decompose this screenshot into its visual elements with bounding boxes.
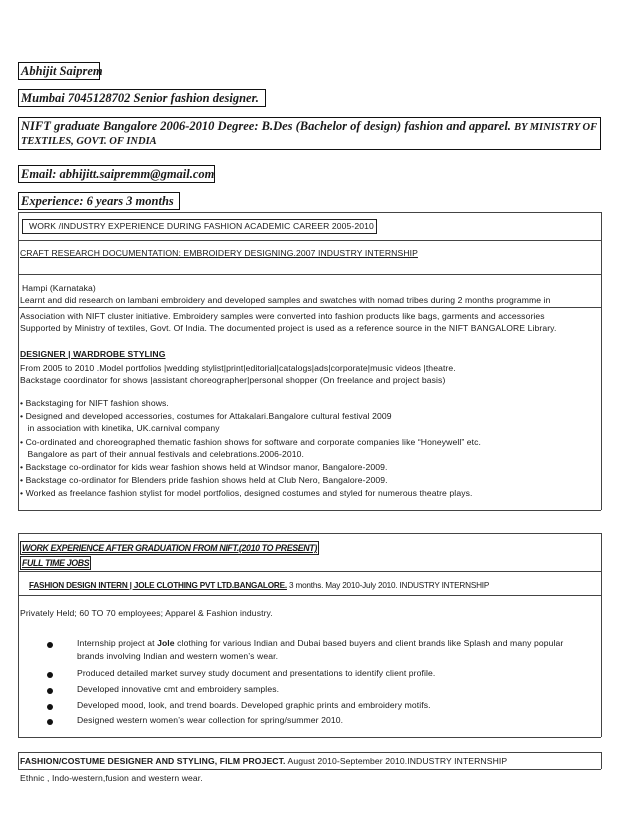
post-grad-title: WORK EXPERIENCE AFTER GRADUATION FROM NIFT.(2010 TO PRESENT) <box>22 543 317 553</box>
education-tail: BY MINISTRY OF <box>514 122 598 133</box>
location-box <box>18 89 266 107</box>
place-text: Hampi (Karnataka) <box>22 283 96 293</box>
box-right-border <box>601 212 602 510</box>
jole-bullet-1-pre: Internship project at <box>77 638 158 648</box>
craft-para-1: Learnt and did research on lambani embroidery and developed samples and swatches with nomad tribes during 2 months programme in <box>20 295 551 305</box>
location-line: Mumbai 7045128702 Senior fashion designer. <box>21 91 259 105</box>
designer-bullet: • Backstage co-ordinator for kids wear fashion shows held at Windsor manor, Bangalore-2009. <box>20 462 388 472</box>
bullet-dot <box>47 688 53 694</box>
jole-job-title: FASHION DESIGN INTERN | JOLE CLOTHING PVT LTD.BANGALORE. <box>29 581 287 590</box>
divider <box>18 240 601 241</box>
email-box <box>18 165 215 183</box>
divider <box>18 595 601 596</box>
film-project-detail: Ethnic , Indo-western,fusion and western wear. <box>20 773 203 783</box>
craft-para-3: Supported by Ministry of textiles, Govt. Of India. The documented project is used as a reference source in the NIFT BANGALORE Library. <box>20 323 557 333</box>
bullet-dot <box>47 672 53 678</box>
craft-heading: CRAFT RESEARCH DOCUMENTATION: EMBROIDERY DESIGNING.2007 INDUSTRY INTERNSHIP <box>20 248 418 258</box>
experience-box <box>18 192 180 210</box>
jole-bullet-1 <box>77 638 563 648</box>
divider <box>18 307 601 308</box>
divider <box>18 752 601 753</box>
film-project-line <box>20 756 507 766</box>
jole-bullet-1-cont: brands involving Indian and western women’s wear. <box>77 651 279 661</box>
craft-para-2: Association with NIFT cluster initiative. Embroidery samples were converted into fashion products like bags, garments and accessories <box>20 311 545 321</box>
jole-bullet-4: Developed mood, look, and trend boards. Developed graphic prints and embroidery motifs. <box>77 700 431 710</box>
designer-bullet: • Backstage co-ordinator for Blenders pride fashion shows held at Club Nero, Bangalore-2009. <box>20 475 388 485</box>
divider <box>18 737 601 738</box>
education-main: NIFT graduate Bangalore 2006-2010 Degree: B.Des (Bachelor of design) fashion and apparel. <box>21 119 511 133</box>
box-left-border <box>18 533 19 737</box>
divider <box>18 510 601 511</box>
divider <box>18 212 601 213</box>
designer-bullet: • Designed and developed accessories, costumes for Attakalari.Bangalore cultural festival 2009 <box>20 411 392 421</box>
film-project-dates: August 2010-September 2010.INDUSTRY INTERNSHIP <box>285 756 508 766</box>
designer-line-2: Backstage coordinator for shows |assistant choreographer|personal shopper (On freelance and project basis) <box>20 375 446 385</box>
designer-bullet: • Backstaging for NIFT fashion shows. <box>20 398 169 408</box>
jole-bullet-3: Developed innovative cmt and embroidery samples. <box>77 684 280 694</box>
jole-bullet-5: Designed western women’s wear collection for spring/summer 2010. <box>77 715 344 725</box>
jole-bullet-1-post: clothing for various Indian and Dubai based buyers and client brands like Splash and many popular <box>174 638 564 648</box>
jole-bullet-1-bold: Jole <box>157 638 175 648</box>
bullet-dot <box>47 642 53 648</box>
email-text: Email: abhijitt.saipremm@gmail.com <box>21 167 215 181</box>
divider <box>18 533 601 534</box>
divider <box>18 769 601 770</box>
divider <box>18 274 601 275</box>
box-left-border <box>18 752 19 769</box>
box-left-border <box>18 212 19 510</box>
education-box <box>18 117 601 150</box>
bullet-dot <box>47 704 53 710</box>
designer-line-1: From 2005 to 2010 .Model portfolios |wedding stylist|print|editorial|catalogs|ads|corporate|music videos |theatre. <box>20 363 456 373</box>
designer-bullet: • Co-ordinated and choreographed thematic fashion shows for software and corporate companies like “Honeywell” etc. <box>20 437 482 447</box>
designer-bullet-cont: in association with kinetika, UK.carnival company <box>20 423 220 433</box>
box-right-border <box>601 533 602 737</box>
bullet-dot <box>47 719 53 725</box>
full-time-title: FULL TIME JOBS <box>22 558 90 568</box>
divider <box>18 571 601 572</box>
academic-section-title: WORK /INDUSTRY EXPERIENCE DURING FASHION ACADEMIC CAREER 2005-2010 <box>22 219 377 234</box>
experience-text: Experience: 6 years 3 months <box>21 194 174 208</box>
designer-bullet: • Worked as freelance fashion stylist for model portfolios, designed costumes and styled for numerous theatre plays. <box>20 488 473 498</box>
jole-job-line <box>29 581 489 590</box>
jole-job-dates: 3 months. May 2010-July 2010. INDUSTRY INTERNSHIP <box>286 581 490 590</box>
company-info: Privately Held; 60 TO 70 employees; Apparel & Fashion industry. <box>20 608 273 618</box>
designer-heading: DESIGNER | WARDROBE STYLING <box>20 349 166 359</box>
jole-bullet-2: Produced detailed market survey study document and presentations to identify client profile. <box>77 668 436 678</box>
candidate-name: Abhijit Saiprem <box>21 64 103 78</box>
film-project-title: FASHION/COSTUME DESIGNER AND STYLING, FILM PROJECT. <box>20 756 286 766</box>
education-line2: TEXTILES, GOVT. OF INDIA <box>21 136 157 147</box>
name-box <box>18 62 103 80</box>
box-right-border <box>601 752 602 769</box>
designer-bullet-cont: Bangalore as part of their annual festivals and celebrations.2006-2010. <box>20 449 305 459</box>
